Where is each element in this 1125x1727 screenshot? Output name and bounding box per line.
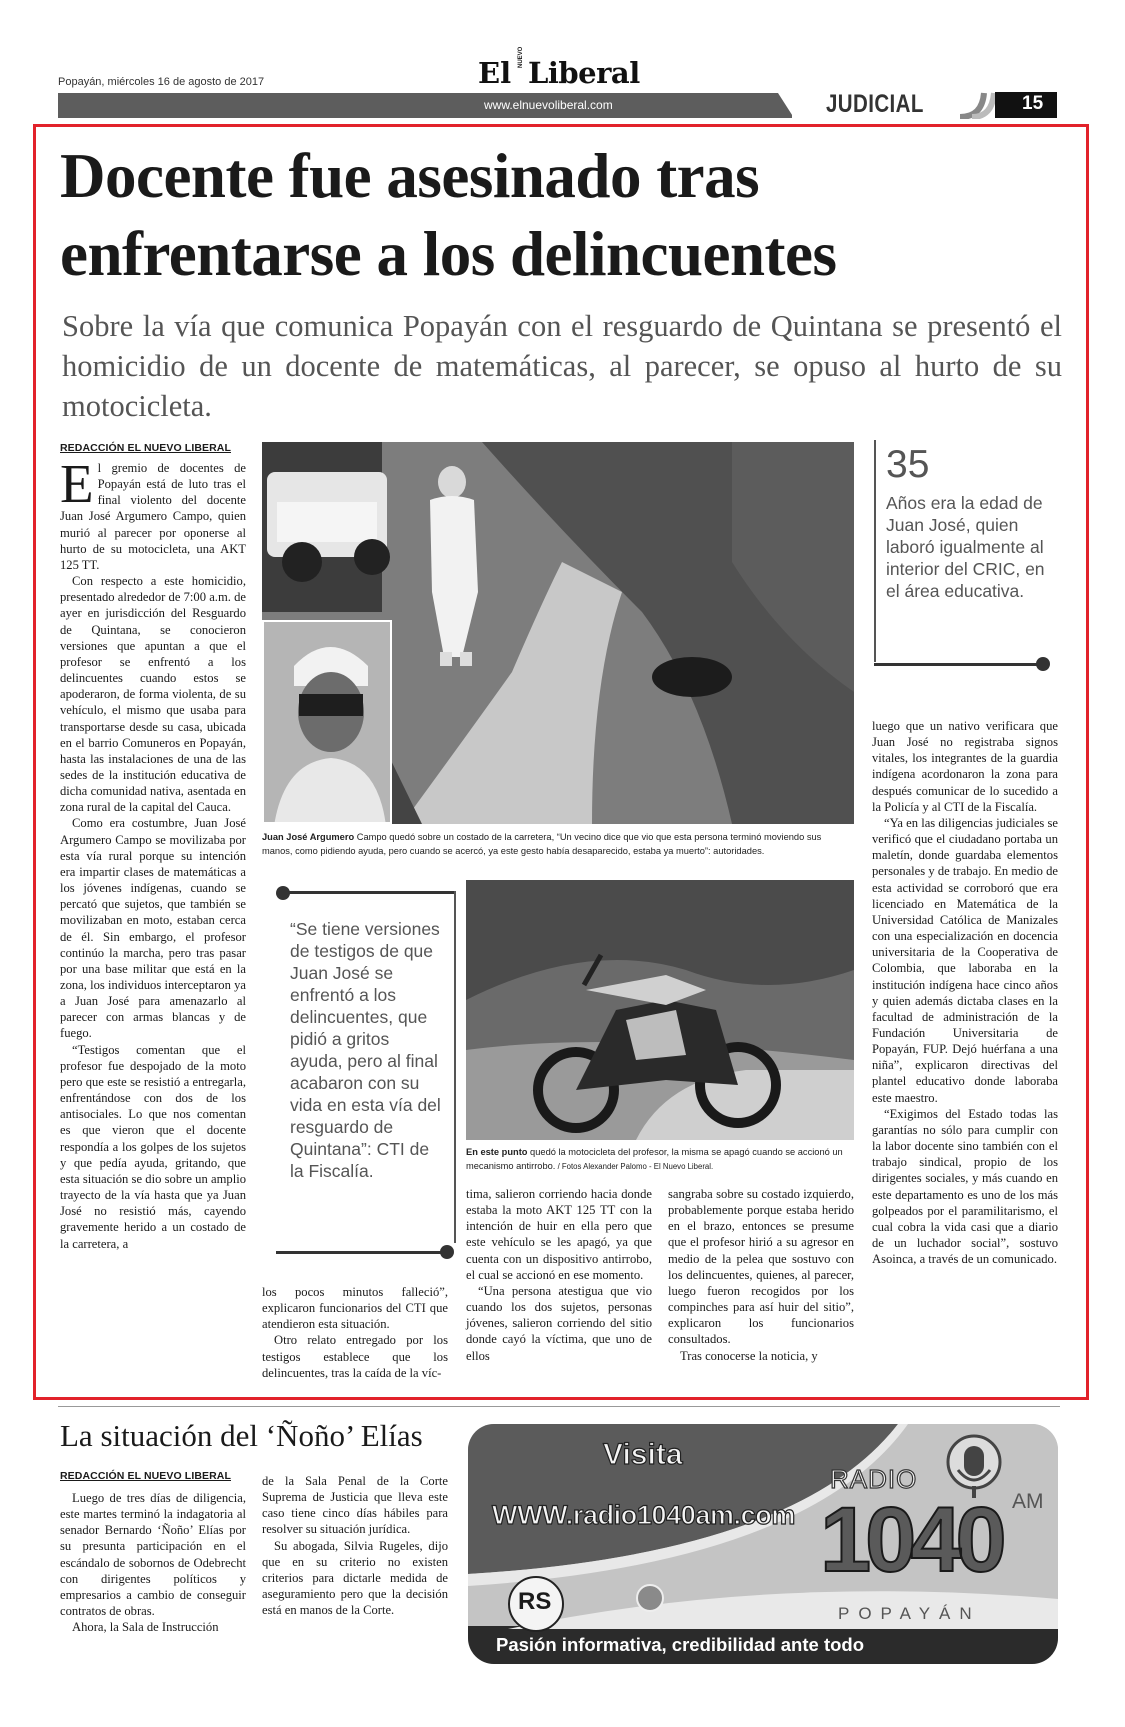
caption-text: Campo quedó sobre un costado de la carretera, “Un vecino dice que vio que esta persona terminó moviendo sus manos, como pidiendo ayuda, pero cuando se acercó, ya este gesto había desaparecido, estaba ya muerto”: autoridades. [262,832,822,856]
story-column-1 [60,453,246,1252]
header-bar-cut [778,93,794,118]
paragraph: Tras conocerse la noticia, y [680,1348,818,1363]
caption-main-photo [262,830,854,858]
story-column-5 [872,718,1058,1267]
paragraph: de la Sala Penal de la Corte Suprema de Justicia que lleva este caso tiene cinco días hábiles para resolver su situación jurídica. [262,1474,448,1537]
quote-rule-bottom [276,1251,448,1254]
second-column-2 [262,1473,448,1618]
paragraph: l gremio de docentes de Popayán está de luto tras el final violento del docente Juan José Argumero Campo, quien murió al parecer por oponerse al hurto de su motocicleta, una AKT 125 TT. [60,461,246,572]
paragraph: Otro relato entregado por los testigos establece que los delincuentes, tras la caída de la víc- [262,1333,448,1380]
paragraph: “Testigos comentan que el profesor fue despojado de la moto pero que este se resistió a entregarla, enfrentándose con dos de los antisociales. Lo que nos comentan es que vieron que el docente respondía a los golpes de los sujetos y que pedía ayuda, gritando, que esta situación se dio sobre un amplio trayecto de la vía hasta que ya Juan José no resistió más, cayendo gravemente herido a un costado de la carretera, a [60,1042,246,1251]
quote-rule-right [454,891,456,1243]
paragraph: “Exigimos del Estado todas las garantías no sólo para cumplir con la labor docente sino también con el trabajo sindical, propio de los dirigentes sociales, y más cuando en este departamento es uno de los más golpeados por el paramilitarismo, el cual cobra la vida casi que a diario de un luchador social”, sostuvo Asoinca, a través de un comunicado. [872,1106,1058,1267]
factbox-text: Años era la edad de Juan José, quien laboró igualmente al interior del CRIC, en el área educativa. [886,493,1045,601]
headline-line-2: enfrentarse a los delincuentes [60,219,837,289]
radio-ad[interactable] [468,1424,1058,1664]
caption-text: quedó la motocicleta del profesor, la misma se apagó cuando se accionó un mecanismo antirrobo. [466,1147,843,1171]
masthead-logo [478,46,640,90]
paragraph: Su abogada, Silvia Rugeles, dijo que en su criterio no existen criterios para dictarle medida de aseguramiento pero que la decisión está en manos de la Corte. [262,1538,448,1618]
paragraph: sangraba sobre su costado izquierdo, probablemente porque estaba herido en el brazo, entonces se presume que el profesor hirió a su agresor en medio de la pelea que sostuvo con los delincuentes, quienes, al parecer, luego fueron recogidos por los compinches para así huir del sitio”, explicaron los funcionarios consultados. [668,1187,854,1347]
paragraph: “Ya en las diligencias judiciales se verificó que el ciudadano portaba un maletín, donde guardaba elementos personales y de trabajo. En medio de esta actividad se corroboró que era licenciado en Matemática de la Universidad Católica de Manizales con una especialización en docencia universitaria de la Cooperativa de Colombia, que laboraba en la institución indígena hace cinco años y quien además dictaba clases en la facultad de administración de la Fundación Universitaria de Popayán, FUP. Dejó huérfana a una niña”, explicaron directivas del plantel educativo donde laboraba este maestro. [872,815,1058,1105]
paragraph: luego que un nativo verificara que Juan José no registraba signos vitales, los integrantes de la guardia indígena acordonaron la zona para después comunicar de lo sucedido a la Policía y al CTI de la Fiscalía. [872,719,1058,814]
header-bar [58,93,792,118]
ad-am: AM [1012,1490,1044,1513]
caption-lead: En este punto [466,1147,528,1157]
issue-date: Popayán, miércoles 16 de agosto de 2017 [58,76,265,88]
factbox-number: 35 [886,443,930,486]
dropcap: E [60,453,94,514]
quote-rule-top [284,891,456,894]
second-byline: REDACCIÓN EL NUEVO LIBERAL [60,1470,231,1482]
headline-line-1: Docente fue asesinado tras [60,141,760,211]
paragraph: Ahora, la Sala de Instrucción [72,1620,219,1635]
motorcycle-photo [466,880,854,1140]
byline: REDACCIÓN EL NUEVO LIBERAL [60,442,231,454]
second-headline: La situación del ‘Ñoño’ Elías [60,1418,423,1453]
story-column-2 [262,1284,448,1381]
story-column-3 [466,1186,652,1364]
page-number: 15 [1022,93,1044,114]
paragraph: tima, salieron corriendo hacia donde estaba la moto AKT 125 TT con la intención de huir en ella pero que este vehículo se les apagó, ya que cuenta con un dispositivo antirrobo, el cual se accionó en ese momento. [466,1187,652,1282]
site-url[interactable]: www.elnuevoliberal.com [484,98,613,112]
deck: Sobre la vía que comunica Popayán con el resguardo de Quintana se presentó el homicidio de un docente de matemáticas, al parecer, se opuso al hurto de su motocicleta. [62,309,1062,423]
caption-motorcycle-photo [466,1145,854,1174]
paragraph: “Una persona atestigua que vio cuando los dos sujetos, personas jóvenes, salieron corriendo del sitio donde cayó la víctima, que uno de ellos [466,1283,652,1363]
victim-portrait [262,620,392,824]
factbox-rule-left [874,440,876,662]
pull-quote: “Se tiene versiones de testigos de que Juan José se enfrentó a los delincuentes, que pidió a gritos ayuda, pero al final acabaron con su vida en esta vía del resguardo de Quintana”: CTI de la Fiscalía. [290,919,441,1181]
ad-radio-label: RADIO [830,1464,918,1494]
photo-credit: / Fotos Alexander Palomo - El Nuevo Liberal. [555,1162,714,1171]
paragraph: los pocos minutos falleció”, explicaron funcionarios del CTI que atendieron esta situación. [262,1285,448,1332]
second-column-1 [60,1490,246,1635]
paragraph: Luego de tres días de diligencia, este martes terminó la indagatoria al senador Bernardo ‘Ñoño’ Elías por su presunta participación en el escándalo de sobornos de Odebrecht con dirigentes políticos y empresarios a cambio de conseguir contratos de obras. [60,1491,246,1619]
paragraph: Como era costumbre, Juan José Argumero Campo se movilizaba por esta vía rural porque su intención era impartir clases de matemáticas a los jóvenes indígenas, cuando se percató que sujetos, que también se movilizaban en moto, estaban cerca de él. Sin embargo, el profesor continúo la marcha, pero tras pasar por una base militar que está en la zona, los individuos interceptaron ya a Juan José para amenazarlo al parecer con armas blancas y de fuego. [60,816,246,1041]
logo-el: El [478,56,512,90]
ad-frequency: 1040 [820,1489,1001,1591]
ad-globe-icon [636,1584,664,1612]
story-column-4 [668,1186,854,1364]
rs-logo-text: RS [518,1588,552,1615]
ad-city: POPAYÁN [838,1604,981,1623]
ad-url[interactable]: WWW.radio1040am.com [492,1500,795,1530]
caption-lead: Juan José Argumero [262,832,355,842]
section-label: JUDICIAL [826,90,924,118]
logo-nuevo: NUEVO [518,46,524,68]
paragraph: Con respecto a este homicidio, presentado alrededor de 7:00 a.m. de ayer en jurisdicción del Resguardo de Quintana, se conocieron versiones que apuntan a que el profesor se enfrentó a los delincuentes cuando estos se apoderaron, de forma violenta, de su vehículo, el mismo que usaba para transportarse desde su casa, ubicada en el barrio Comuneros en Popayán, hasta las instalaciones de una de las sedes de la institución educativa de dicha comunidad nativa, asentada en zona rural de la capital del Cauca. [60,574,246,815]
factbox-bullet [1036,657,1050,671]
ad-slogan: Pasión informativa, credibilidad ante todo [496,1634,865,1655]
factbox-rule [874,663,1044,666]
section-divider [58,1406,1060,1407]
ad-visita: Visita [603,1438,683,1471]
logo-liberal: Liberal [528,56,640,90]
quote-bullet-bottom [440,1245,454,1259]
